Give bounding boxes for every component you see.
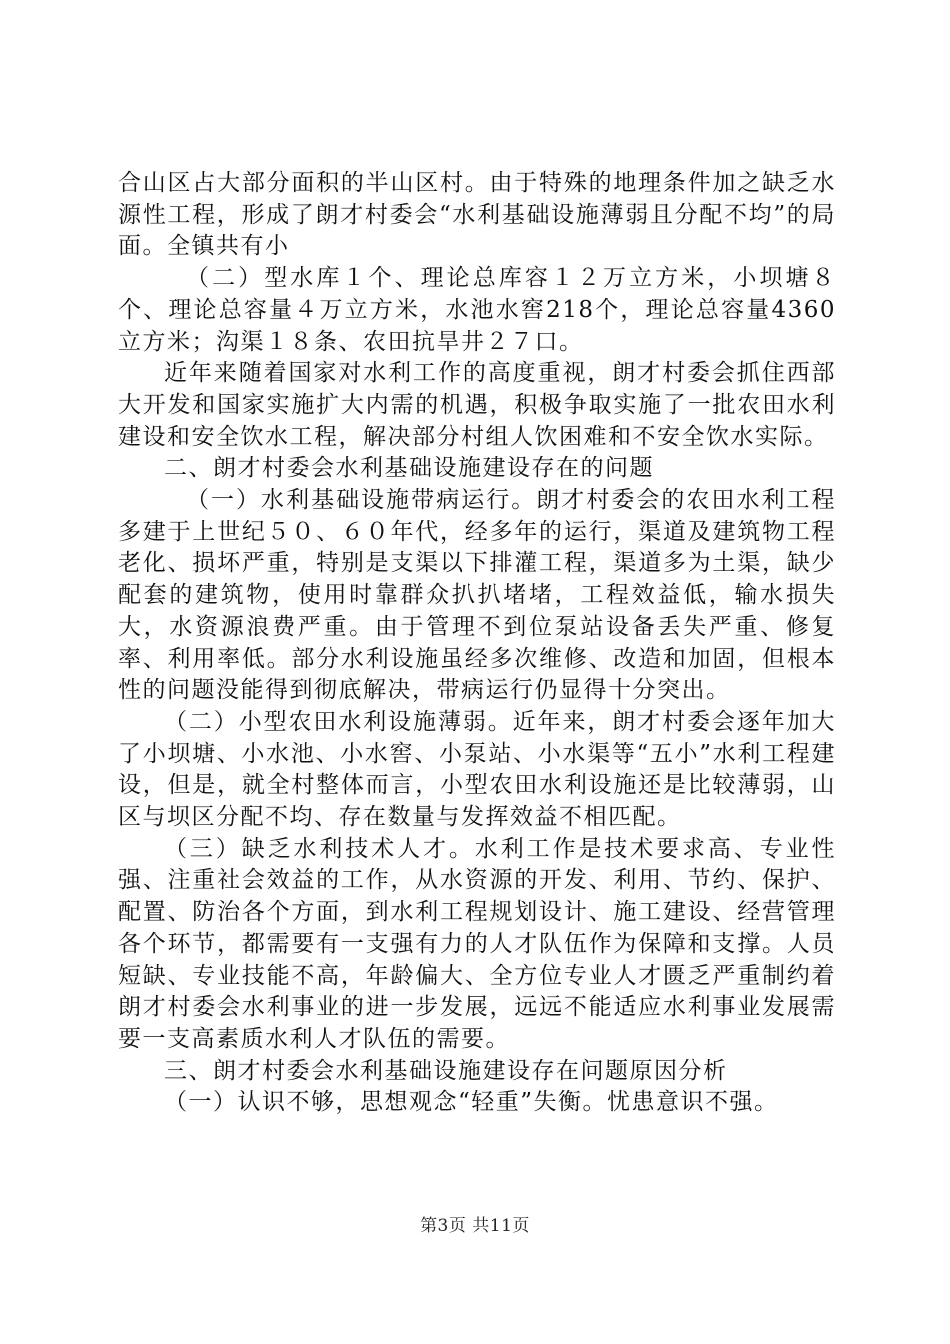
paragraph-reservoir-stats: （二）型水库１个、理论总库容１２万立方米，小坝塘８个、理论总容量４万立方米，水池水窖218个，理论总容量4360立方米；沟渠１８条、农田抗旱井２７口。 xyxy=(118,265,836,355)
document-body xyxy=(118,168,836,1119)
page-number-footer: 第3页 共11页 xyxy=(420,1216,530,1236)
section-heading-problems: 二、朗才村委会水利基础设施建设存在的问题 xyxy=(164,455,654,482)
section-heading-causes: 三、朗才村委会水利基础设施建设存在问题原因分析 xyxy=(164,1057,728,1084)
paragraph-problem-2: （二）小型农田水利设施薄弱。近年来，朗才村委会逐年加大了小坝塘、小水池、小水窖、小泵站、小水渠等“五小”水利工程建设，但是，就全村整体而言，小型农田水利设施还是比较薄弱，山区与坝区分配不均、存在数量与发挥效益不相匹配。 xyxy=(118,708,836,831)
paragraph-recent-years: 近年来随着国家对水利工作的高度重视，朗才村委会抓住西部大开发和国家实施扩大内需的机遇，积极争取实施了一批农田水利建设和安全饮水工程，解决部分村组人饮困难和不安全饮水实际。 xyxy=(118,360,836,450)
paragraph-continuation: 合山区占大部分面积的半山区村。由于特殊的地理条件加之缺乏水源性工程，形成了朗才村委会“水利基础设施薄弱且分配不均”的局面。全镇共有小 xyxy=(118,170,836,260)
paragraph-problem-3: （三）缺乏水利技术人才。水利工作是技术要求高、专业性强、注重社会效益的工作，从水资源的开发、利用、节约、保护、配置、防治各个方面，到水利工程规划设计、施工建设、经营管理各个环节，都需要有一支强有力的人才队伍作为保障和支撑。人员短缺、专业技能不高，年龄偏大、全方位专业人才匮乏严重制约着朗才村委会水利事业的进一步发展，远远不能适应水利事业发展需要一支高素质水利人才队伍的需要。 xyxy=(118,835,836,1052)
paragraph-cause-1: （一）认识不够，思想观念“轻重”失衡。忧患意识不强。 xyxy=(164,1089,779,1116)
paragraph-problem-1: （一）水利基础设施带病运行。朗才村委会的农田水利工程多建于上世纪５０、６０年代，经多年的运行，渠道及建筑物工程老化、损坏严重，特别是支渠以下排灌工程，渠道多为土渠，缺少配套的建筑物，使用时靠群众扒扒堵堵，工程效益低，输水损失大，水资源浪费严重。由于管理不到位泵站设备丢失严重、修复率、利用率低。部分水利设施虽经多次维修、改造和加固，但根本性的问题没能得到彻底解决，带病运行仍显得十分突出。 xyxy=(118,487,836,704)
